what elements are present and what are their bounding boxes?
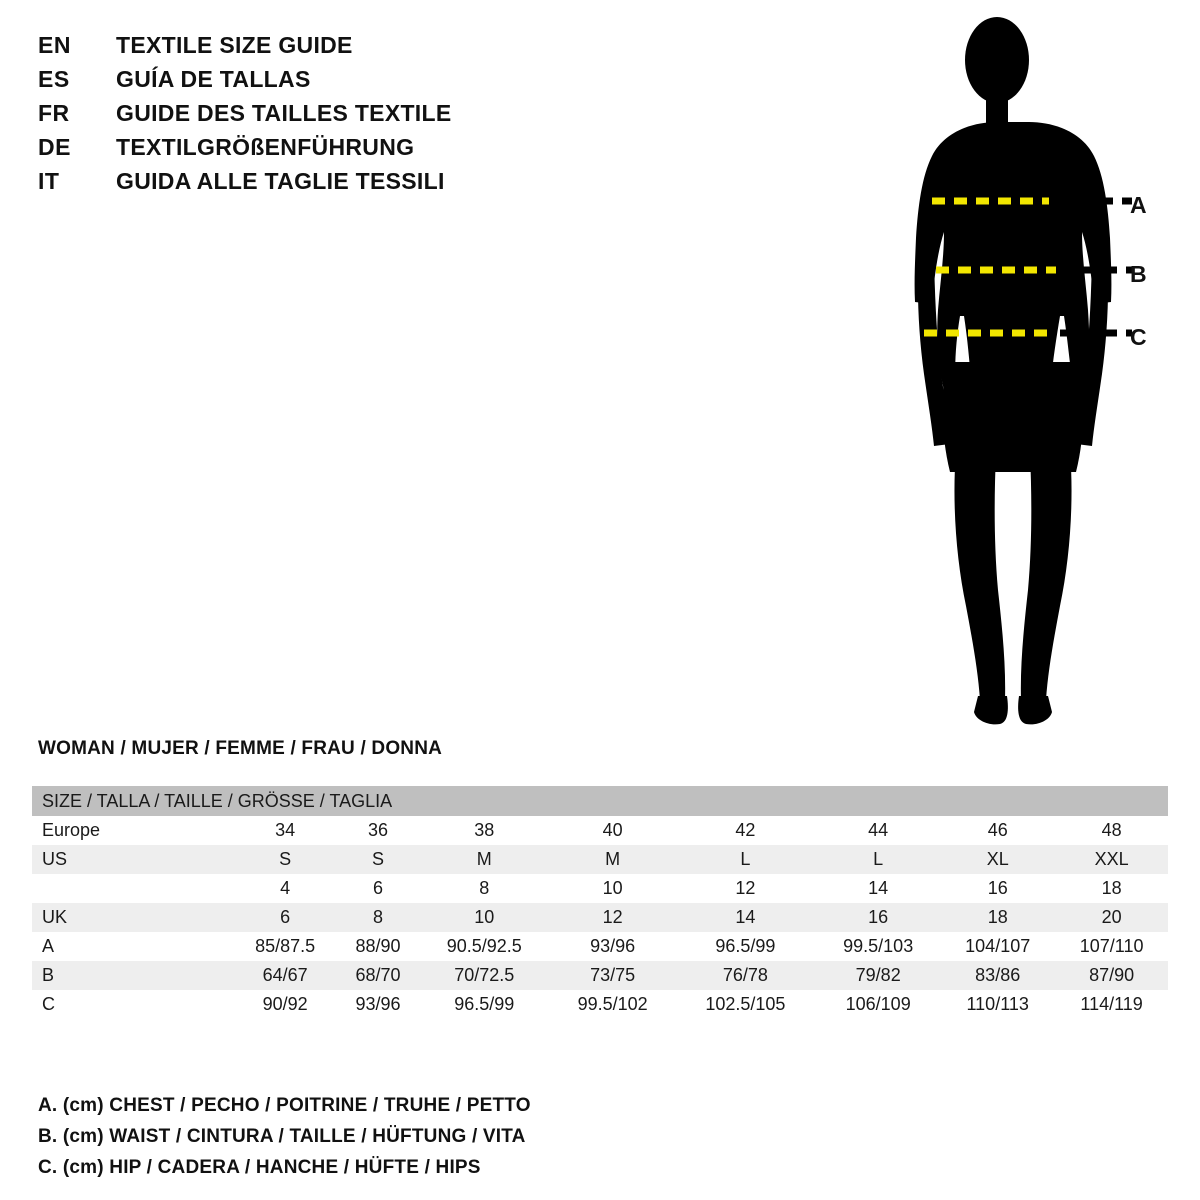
language-row: [38, 96, 598, 130]
table-cell: 8: [338, 903, 418, 932]
table-cell: 12: [675, 874, 817, 903]
table-row: [32, 874, 1168, 903]
table-cell: XXL: [1055, 845, 1168, 874]
table-cell: 10: [551, 874, 675, 903]
table-section-title: WOMAN / MUJER / FEMME / FRAU / DONNA: [38, 738, 443, 759]
language-code: IT: [38, 168, 60, 194]
language-title: GUÍA DE TALLAS: [116, 66, 311, 92]
table-header-row: [32, 786, 1168, 816]
table-cell: 99.5/102: [551, 990, 675, 1019]
table-cell: 14: [675, 903, 817, 932]
table-cell: 46: [940, 816, 1055, 845]
table-cell: 4: [232, 874, 338, 903]
table-cell: 85/87.5: [232, 932, 338, 961]
measure-label-b: B: [1130, 261, 1147, 287]
table-cell: 6: [338, 874, 418, 903]
table-cell: 16: [940, 874, 1055, 903]
language-code: ES: [38, 66, 70, 92]
table-cell: 68/70: [338, 961, 418, 990]
language-header-list: [38, 28, 598, 198]
table-cell: 10: [418, 903, 551, 932]
language-title: TEXTILE SIZE GUIDE: [116, 32, 353, 58]
row-label: [32, 874, 232, 903]
table-cell: 12: [551, 903, 675, 932]
table-cell: 83/86: [940, 961, 1055, 990]
table-cell: 38: [418, 816, 551, 845]
table-cell: 88/90: [338, 932, 418, 961]
measure-label-a: A: [1130, 192, 1147, 218]
table-cell: 8: [418, 874, 551, 903]
table-cell: 44: [816, 816, 940, 845]
table-header-label: SIZE / TALLA / TAILLE / GRÖSSE / TAGLIA: [32, 786, 1168, 816]
table-cell: 93/96: [551, 932, 675, 961]
row-label: C: [32, 990, 232, 1019]
language-row: [38, 28, 598, 62]
row-label: US: [32, 845, 232, 874]
table-cell: 106/109: [816, 990, 940, 1019]
table-row: [32, 932, 1168, 961]
table-row: [32, 903, 1168, 932]
table-cell: 90/92: [232, 990, 338, 1019]
size-chart-table: [32, 786, 1168, 1019]
language-code: FR: [38, 100, 70, 126]
table-cell: 16: [816, 903, 940, 932]
female-silhouette-icon: [860, 10, 1190, 740]
table-row: [32, 990, 1168, 1019]
row-label: Europe: [32, 816, 232, 845]
table-cell: 96.5/99: [418, 990, 551, 1019]
table-cell: 14: [816, 874, 940, 903]
table-cell: 104/107: [940, 932, 1055, 961]
table-cell: 79/82: [816, 961, 940, 990]
table-cell: 73/75: [551, 961, 675, 990]
table-cell: S: [338, 845, 418, 874]
language-row: [38, 164, 598, 198]
table-cell: 99.5/103: [816, 932, 940, 961]
table-cell: 6: [232, 903, 338, 932]
table-cell: 93/96: [338, 990, 418, 1019]
table-cell: 96.5/99: [675, 932, 817, 961]
table-cell: 70/72.5: [418, 961, 551, 990]
table-cell: 110/113: [940, 990, 1055, 1019]
table-cell: S: [232, 845, 338, 874]
body-measurement-figure: [860, 10, 1190, 740]
table-cell: 64/67: [232, 961, 338, 990]
language-code: DE: [38, 134, 71, 160]
language-row: [38, 62, 598, 96]
footnote-hip: C. (cm) HIP / CADERA / HANCHE / HÜFTE / HIPS: [38, 1157, 481, 1178]
footnote-chest: A. (cm) CHEST / PECHO / POITRINE / TRUHE / PETTO: [38, 1095, 531, 1116]
row-label: UK: [32, 903, 232, 932]
table-cell: 34: [232, 816, 338, 845]
table-cell: 76/78: [675, 961, 817, 990]
table-cell: 18: [940, 903, 1055, 932]
language-title: GUIDE DES TAILLES TEXTILE: [116, 100, 452, 126]
table-row: [32, 961, 1168, 990]
row-label: A: [32, 932, 232, 961]
table-cell: L: [816, 845, 940, 874]
table-row: [32, 816, 1168, 845]
table-cell: 102.5/105: [675, 990, 817, 1019]
table-cell: XL: [940, 845, 1055, 874]
table-cell: 48: [1055, 816, 1168, 845]
table-cell: 40: [551, 816, 675, 845]
language-code: EN: [38, 32, 71, 58]
table-cell: 87/90: [1055, 961, 1168, 990]
footnote-waist: B. (cm) WAIST / CINTURA / TAILLE / HÜFTUNG / VITA: [38, 1126, 526, 1147]
language-title: GUIDA ALLE TAGLIE TESSILI: [116, 168, 445, 194]
table-cell: 20: [1055, 903, 1168, 932]
measure-label-c: C: [1130, 324, 1147, 350]
language-row: [38, 130, 598, 164]
table-row: [32, 845, 1168, 874]
table-cell: L: [675, 845, 817, 874]
table-cell: 18: [1055, 874, 1168, 903]
table-cell: M: [551, 845, 675, 874]
table-cell: 114/119: [1055, 990, 1168, 1019]
row-label: B: [32, 961, 232, 990]
table-cell: 42: [675, 816, 817, 845]
table-cell: 107/110: [1055, 932, 1168, 961]
measurement-legend: [38, 1090, 838, 1183]
table-cell: 90.5/92.5: [418, 932, 551, 961]
table-cell: 36: [338, 816, 418, 845]
table-cell: M: [418, 845, 551, 874]
language-title: TEXTILGRÖßENFÜHRUNG: [116, 134, 415, 160]
